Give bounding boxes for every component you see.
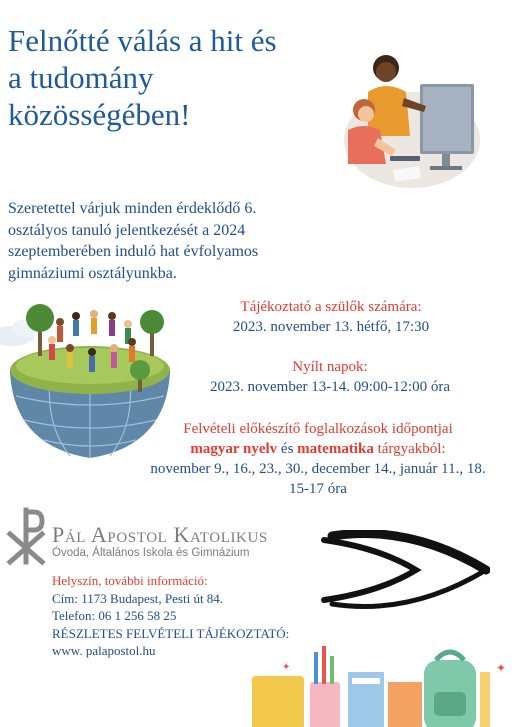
open-days-heading: Nyílt napok: — [292, 359, 368, 375]
prep-sessions-heading: Felvételi előkészítő foglalkozások időpontjai — [183, 421, 453, 437]
open-days-block — [170, 357, 490, 397]
title-line: Felnőtté válás a hit és — [8, 23, 277, 58]
subject-hungarian: magyar nyelv — [190, 441, 278, 457]
parents-info-date: 2023. november 13. hétfő, 17:30 — [232, 319, 430, 335]
page-title — [8, 22, 338, 133]
intro-line: Szeretettel várjuk minden érdeklődő 6. — [8, 200, 257, 217]
intro-line: gimnáziumi osztályunkba. — [8, 264, 177, 282]
parents-info-heading: Tájékoztató a szülők számára: — [240, 299, 422, 315]
contact-phone: Telefon: 06 1 256 58 25 — [52, 608, 177, 623]
contact-heading: Helyszín, további információ: — [52, 573, 208, 588]
star-icon: ✦ — [496, 661, 507, 675]
intro-line: osztályos tanuló jelentkezését a 2024 — [8, 221, 246, 239]
contact-details: RÉSZLETES FELVÉTELI TÁJÉKOZTATÓ: — [52, 625, 290, 641]
parents-info-block — [186, 297, 476, 337]
open-days-date: 2023. november 13-14. 09:00-12:00 óra — [210, 379, 450, 395]
website-link[interactable]: www. palapostol.hu — [52, 643, 156, 658]
school-supplies-illustration — [244, 642, 512, 727]
intro-paragraph — [8, 198, 338, 284]
prep-sessions-block — [118, 419, 512, 499]
star-icon: ✦ — [282, 662, 291, 673]
prep-sessions-dates: november 9., 16., 23., 30., december 14., január 11., 18. — [150, 461, 486, 477]
ichthys-fish-icon — [320, 530, 490, 610]
contact-address: Cím: 1173 Budapest, Pesti út 84. — [52, 590, 224, 606]
subject-connector: és — [277, 441, 298, 457]
prep-sessions-subjects — [118, 439, 512, 459]
title-line: a tudomány — [8, 60, 154, 95]
computer-users-illustration — [334, 40, 480, 195]
chi-rho-icon — [4, 506, 48, 566]
school-name: Pál Apostol Katolikus — [52, 522, 268, 547]
intro-line: szeptemberében induló hat évfolyamos — [8, 243, 259, 260]
title-line: közösségében! — [8, 97, 191, 132]
subject-math: matematika — [297, 441, 374, 457]
prep-sessions-time: 15-17 óra — [289, 481, 347, 497]
subject-suffix: tárgyakból: — [373, 441, 446, 457]
school-subtitle: Óvoda, Általános Iskola és Gimnázium — [52, 547, 250, 559]
